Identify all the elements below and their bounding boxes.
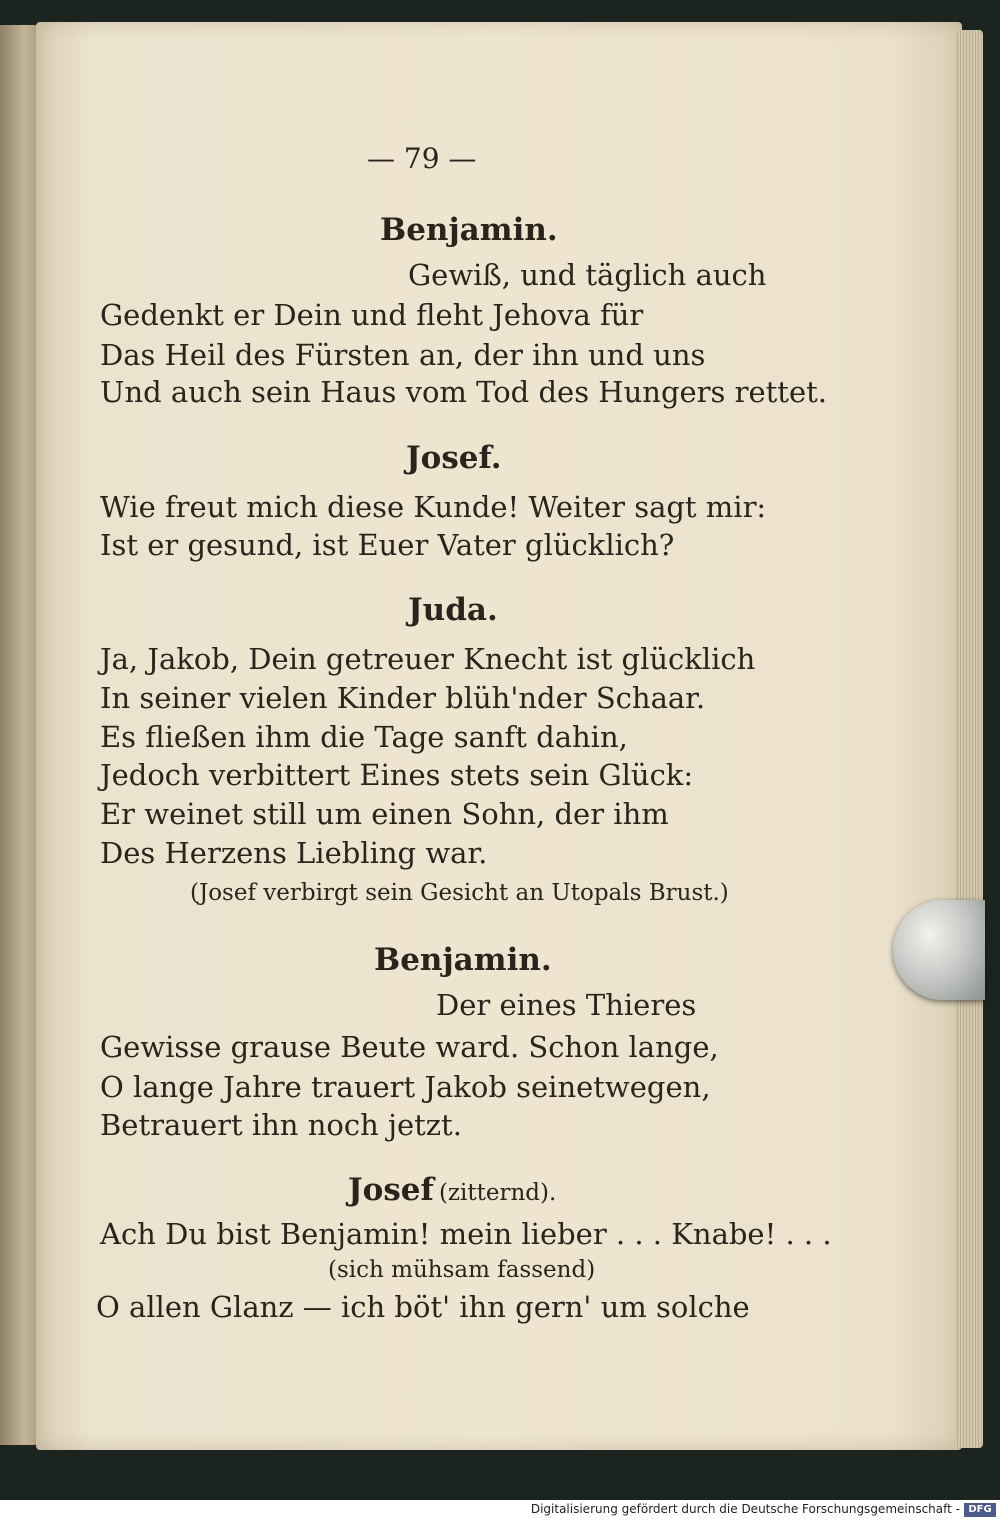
stage-direction: (sich mühsam fassend) [328,1257,596,1283]
verse-line: Es fließen ihm die Tage sanft dahin, [100,720,628,754]
benjamin-heading-1: Benjamin. [380,212,558,248]
digitization-credit: Digitalisierung gefördert durch die Deutsche Forschungsgemeinschaft - [530,1502,960,1516]
verse-line: Gewisse grause Beute ward. Schon lange, [100,1030,719,1064]
book-clip [893,900,985,1000]
verse-line: Der eines Thieres [436,988,697,1022]
verse-line: Des Herzens Liebling war. [100,836,488,870]
verse-line: Ja, Jakob, Dein getreuer Knecht ist glücklich [100,642,756,676]
verse-line: Er weinet still um einen Sohn, der ihm [100,797,669,831]
verse-line: Ach Du bist Benjamin! mein lieber . . . Knabe! . . . [100,1217,832,1251]
josef-heading-2 [348,1172,556,1208]
juda-heading: Juda. [408,592,498,628]
verse-line: Gedenkt er Dein und fleht Jehova für [100,298,644,332]
verse-line: Betrauert ihn noch jetzt. [100,1108,462,1142]
dfg-logo-icon: DFG [964,1503,996,1517]
page-number: — 79 — [367,142,477,175]
verse-line: Das Heil des Fürsten an, der ihn und uns [100,338,706,372]
verse-line: Gewiß, und täglich auch [408,258,767,292]
verse-line: Jedoch verbittert Eines stets sein Glück: [100,758,694,792]
speaker-aside: (zitternd). [438,1180,557,1206]
josef-heading-1: Josef. [406,440,502,476]
verse-line: In seiner vielen Kinder blüh'nder Schaar. [100,681,706,715]
verse-line: O allen Glanz — ich böt' ihn gern' um solche [96,1290,750,1324]
page-stack-edge [955,30,983,1448]
verse-line: Ist er gesund, ist Euer Vater glücklich? [100,528,675,562]
verse-line: O lange Jahre trauert Jakob seinetwegen, [100,1070,711,1104]
footer-bar [0,1500,1000,1521]
facing-page-edge [0,25,40,1445]
verse-line: Wie freut mich diese Kunde! Weiter sagt mir: [100,490,767,524]
benjamin-heading-2: Benjamin. [374,942,552,978]
stage-direction: (Josef verbirgt sein Gesicht an Utopals Brust.) [190,880,729,906]
speaker-name: Josef [348,1172,434,1208]
verse-line: Und auch sein Haus vom Tod des Hungers rettet. [100,375,827,409]
